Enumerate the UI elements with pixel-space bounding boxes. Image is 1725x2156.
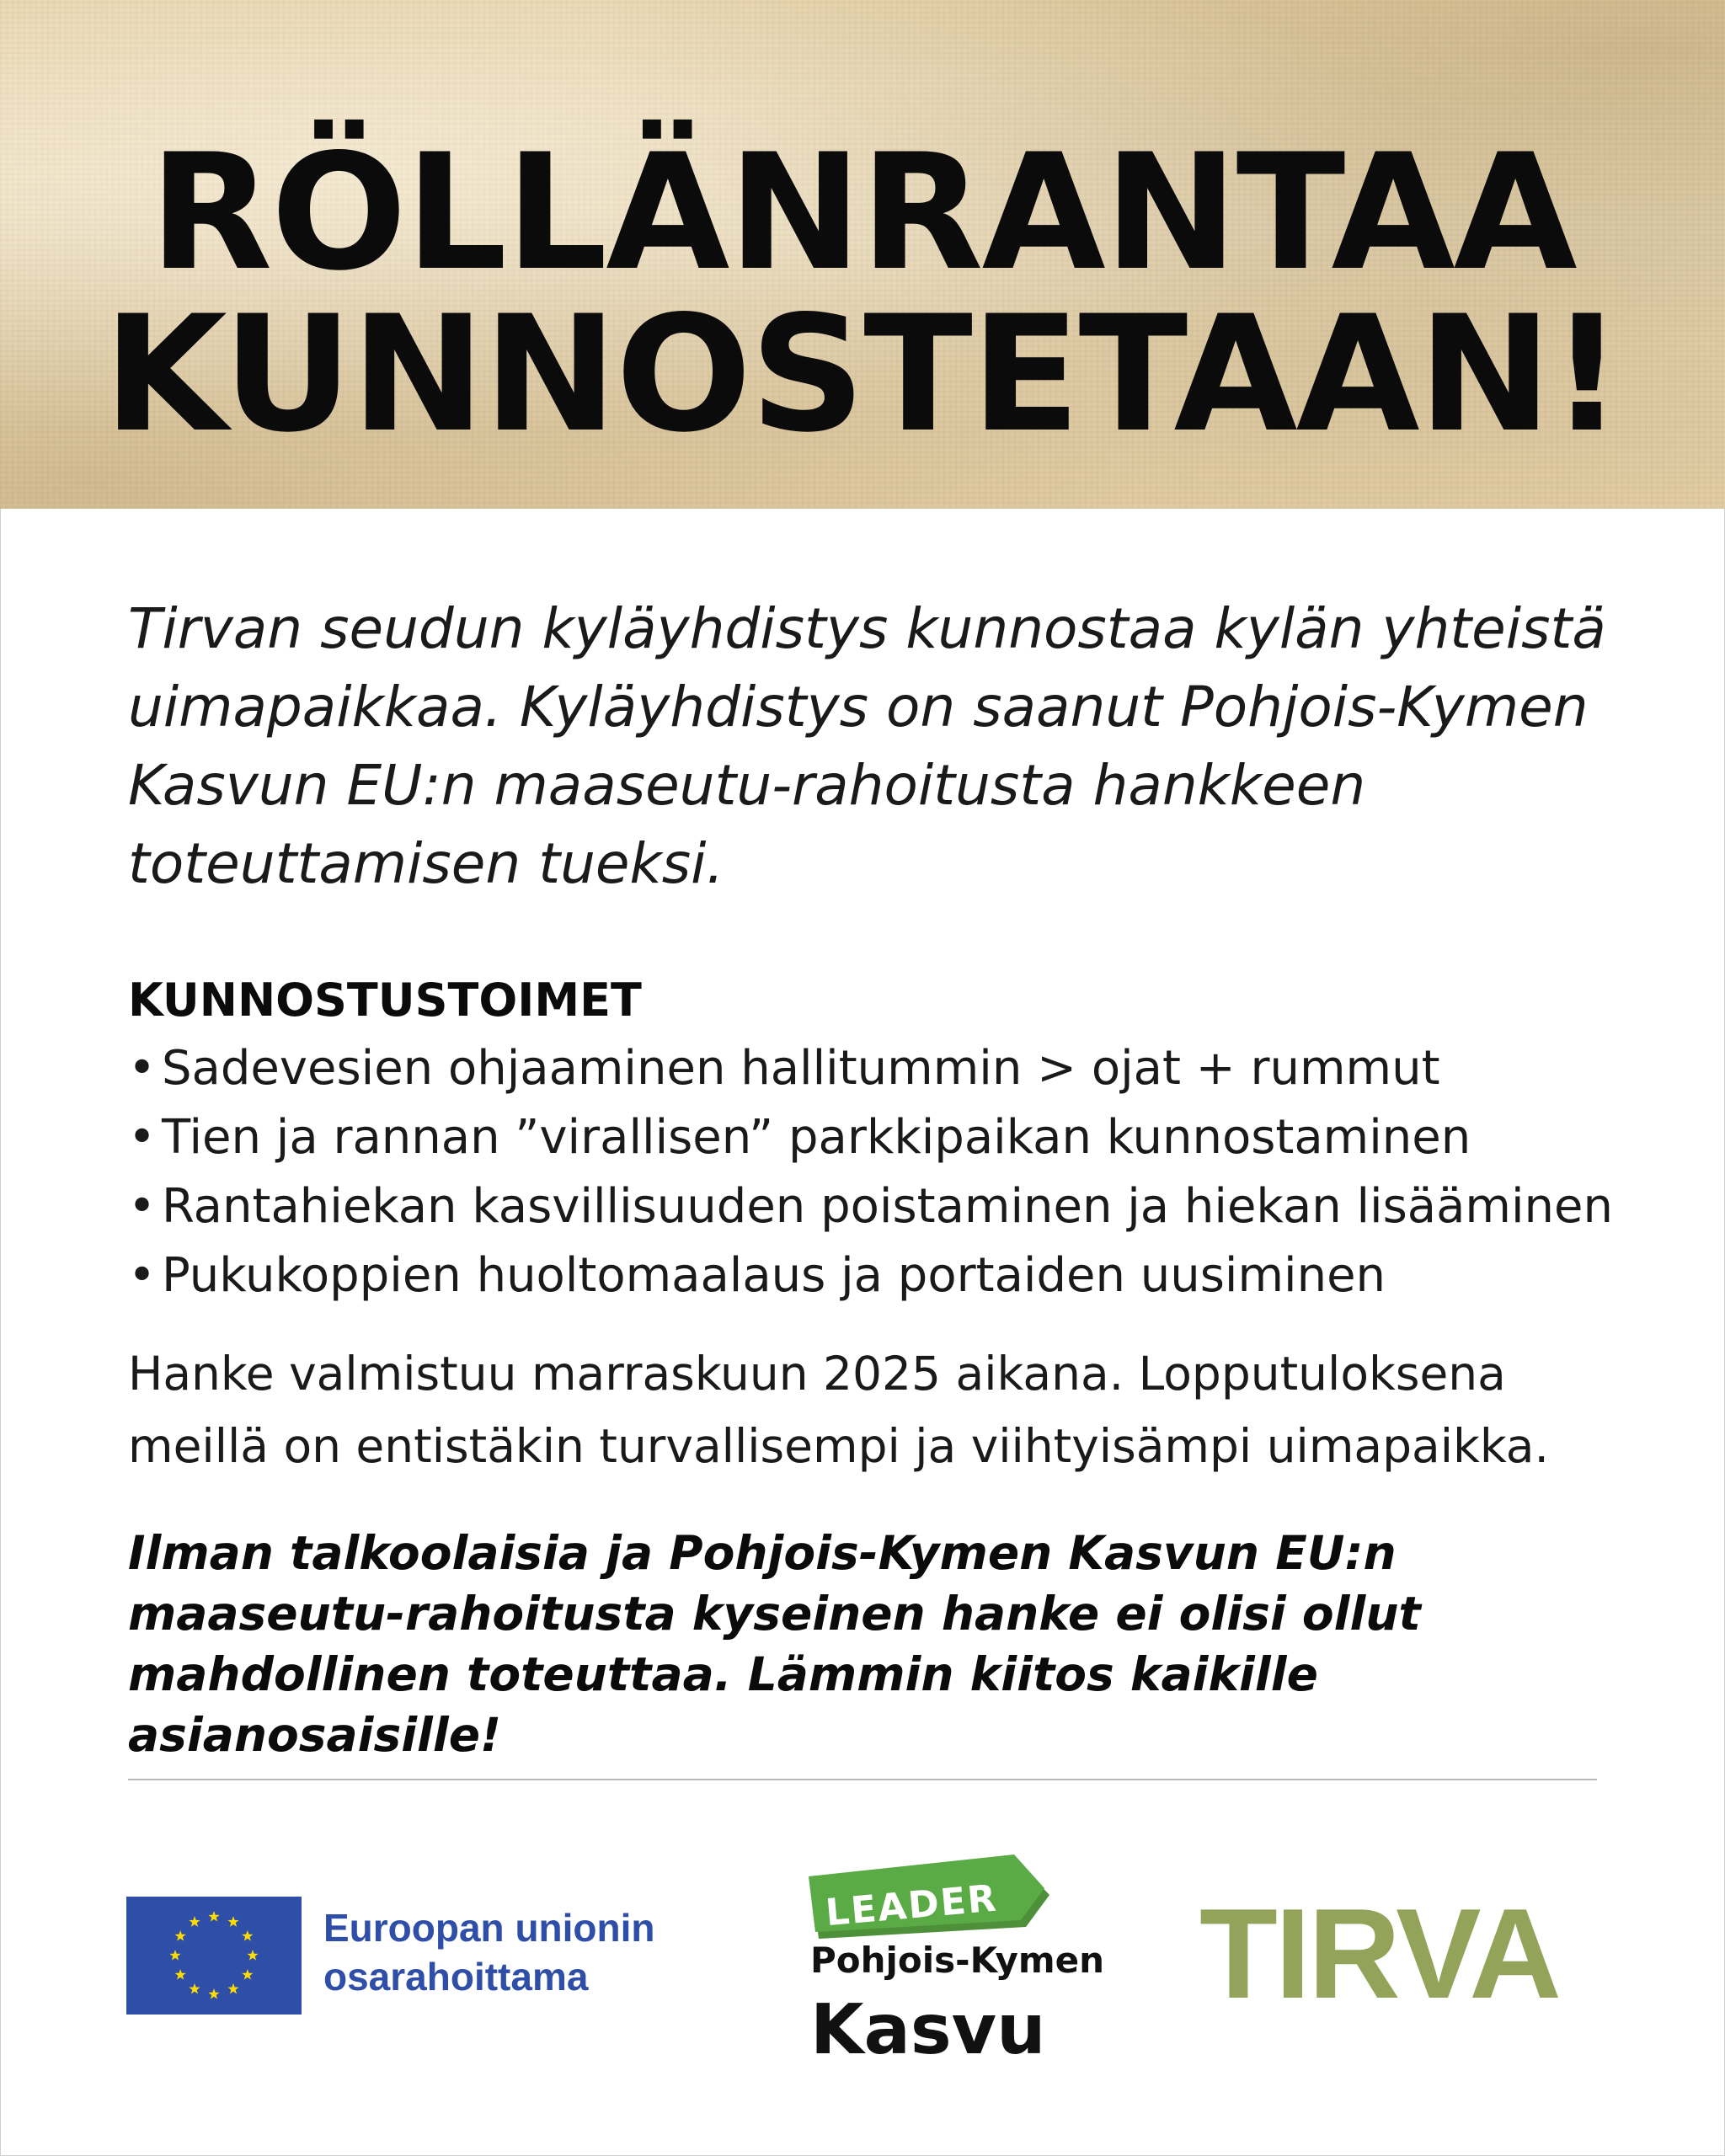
work-list (128, 1034, 1644, 1310)
intro-paragraph: Tirvan seudun kyläyhdistys kunnostaa kylän yhteistä uimapaikkaa. Kyläyhdistys on saanut Pohjois-Kymen Kasvun EU:n maaseutu-rahoitusta hankkeen toteuttamisen tueksi. (128, 596, 1606, 896)
list-item (128, 1034, 1644, 1103)
eu-star-icon (227, 1983, 238, 1994)
eu-label-line-1: Euroopan unionin (323, 1906, 655, 1950)
eu-star-icon (227, 1916, 238, 1927)
leader-tag-text: LEADER (824, 1876, 1000, 1935)
list-item (128, 1241, 1644, 1310)
eu-star-icon (189, 1983, 200, 1994)
leader-logo-line-2: Kasvu (810, 1990, 1046, 2070)
eu-star-icon (242, 1930, 253, 1941)
eu-star-icon (169, 1950, 180, 1961)
completion-paragraph: Hanke valmistuu marraskuun 2025 aikana. Lopputuloksena meillä on entistäkin turvallisempi ja viihtyisämpi uimapaikka. (128, 1347, 1549, 1473)
tirva-logo: TIRVA (1199, 1882, 1559, 2025)
bullet-icon: • (128, 1110, 157, 1165)
eu-star-icon (175, 1930, 186, 1941)
list-item-text: Rantahiekan kasvillisuuden poistaminen ja hiekan lisääminen (162, 1179, 1613, 1234)
headline-line-1: RÖLLÄNRANTAA (149, 120, 1576, 306)
divider (128, 1779, 1597, 1780)
title-banner (0, 0, 1725, 509)
eu-funding-label (323, 1903, 655, 2001)
list-item-text: Tien ja rannan ”virallisen” parkkipaikan kunnostaminen (162, 1110, 1471, 1165)
eu-star-icon (242, 1969, 253, 1980)
leader-logo-line-1: Pohjois-Kymen (810, 1940, 1105, 1981)
list-item (128, 1103, 1644, 1172)
eu-star-icon (208, 1911, 219, 1922)
bullet-icon: • (128, 1248, 157, 1303)
headline-line-2: KUNNOSTETAAN! (103, 281, 1622, 467)
eu-label-line-2: osarahoittama (323, 1955, 589, 1999)
list-item (128, 1172, 1644, 1241)
list-item-text: Sadevesien ohjaaminen hallitummin > ojat + rummut (162, 1041, 1440, 1096)
eu-flag-stars-icon (126, 1897, 302, 2015)
list-item-text: Pukukoppien huoltomaalaus ja portaiden uusiminen (162, 1248, 1386, 1303)
section-title: KUNNOSTUSTOIMET (128, 974, 642, 1027)
eu-star-icon (175, 1969, 186, 1980)
eu-flag-icon (126, 1897, 302, 2015)
bullet-icon: • (128, 1041, 157, 1096)
eu-star-icon (208, 1988, 219, 1999)
thanks-paragraph: Ilman talkoolaisia ja Pohjois-Kymen Kasvun EU:n maaseutu-rahoitusta kyseinen hanke ei olisi ollut mahdollinen toteuttaa. Lämmin kiitos kaikille asianosaisille! (128, 1526, 1421, 1762)
eu-star-icon (247, 1950, 258, 1961)
bullet-icon: • (128, 1179, 157, 1234)
leader-tag-icon (807, 1846, 1110, 1947)
eu-star-icon (189, 1916, 200, 1927)
